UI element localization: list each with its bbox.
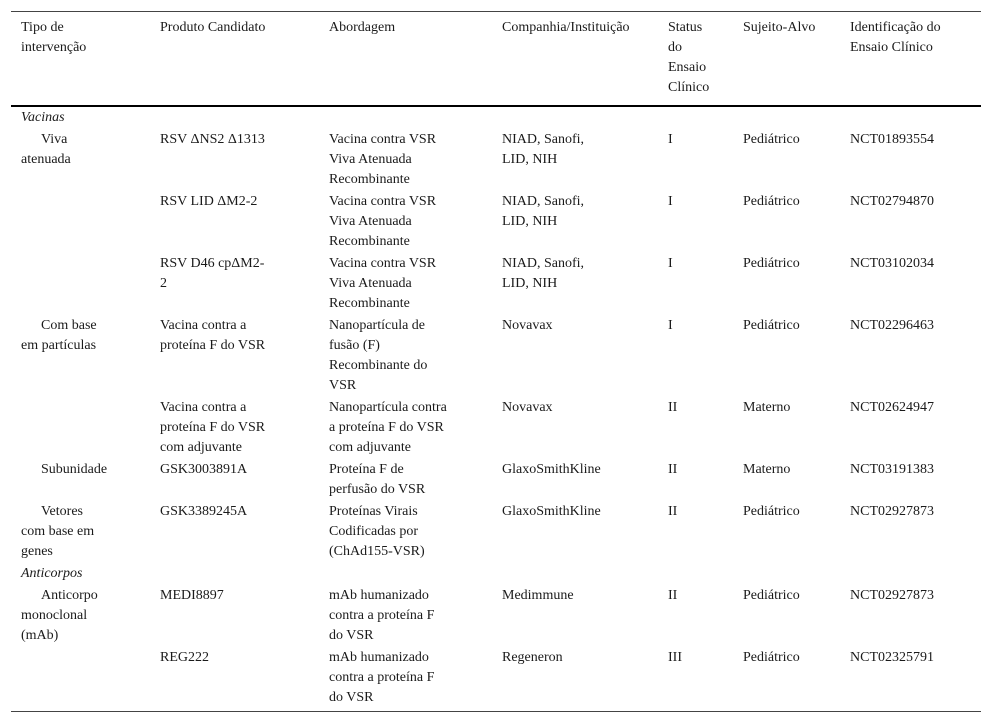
cell-intervention-type-text: Vetores com base em genes: [21, 504, 95, 559]
cell-approach-text: Vacina contra VSR Viva Atenuada Recombinante: [329, 256, 437, 311]
cell-status-text: III: [668, 650, 682, 665]
cell-status-text: I: [668, 194, 673, 209]
cell-trial-id: [840, 253, 981, 315]
section-title: Vacinas: [21, 110, 65, 125]
cell-status: [658, 501, 733, 563]
table-row: [11, 459, 981, 501]
cell-status: [658, 191, 733, 253]
cell-intervention-type: [11, 647, 150, 712]
cell-company: [492, 315, 658, 397]
cell-approach-text: Vacina contra VSR Viva Atenuada Recombinante: [329, 132, 437, 187]
cell-status: [658, 397, 733, 459]
section-row: [11, 106, 981, 129]
cell-company: [492, 501, 658, 563]
cell-trial-id: [840, 459, 981, 501]
cell-intervention-type: [11, 129, 150, 191]
cell-company: [492, 397, 658, 459]
cell-company-text: Novavax: [502, 318, 553, 333]
cell-company-text: NIAD, Sanofi, LID, NIH: [502, 256, 585, 291]
cell-product: [150, 459, 319, 501]
cell-product-text: Vacina contra a proteína F do VSR com adjuvante: [160, 400, 266, 455]
cell-trial-id-text: NCT03191383: [850, 462, 934, 477]
cell-product-text: Vacina contra a proteína F do VSR: [160, 318, 266, 353]
cell-trial-id-text: NCT02927873: [850, 588, 934, 603]
cell-intervention-type: [11, 501, 150, 563]
cell-approach-text: Proteínas Virais Codificadas por (ChAd155-VSR): [329, 504, 425, 559]
cell-subject: [733, 253, 840, 315]
cell-status: [658, 585, 733, 647]
cell-approach: [319, 397, 492, 459]
cell-approach: [319, 647, 492, 712]
header-product: Produto Candidato: [150, 12, 319, 107]
cell-subject: [733, 459, 840, 501]
cell-intervention-type: [11, 459, 150, 501]
cell-product: [150, 501, 319, 563]
cell-status-text: II: [668, 462, 678, 477]
cell-intervention-type: [11, 397, 150, 459]
cell-trial-id: [840, 397, 981, 459]
cell-trial-id-text: NCT01893554: [850, 132, 934, 147]
cell-status-text: II: [668, 504, 678, 519]
cell-status-text: I: [668, 256, 673, 271]
cell-status-text: I: [668, 132, 673, 147]
cell-approach-text: Proteína F de perfusão do VSR: [329, 462, 426, 497]
cell-intervention-type: [11, 585, 150, 647]
cell-approach: [319, 585, 492, 647]
cell-product: [150, 191, 319, 253]
cell-company-text: GlaxoSmithKline: [502, 504, 601, 519]
cell-status: [658, 459, 733, 501]
cell-company: [492, 459, 658, 501]
cell-company: [492, 585, 658, 647]
cell-product: [150, 585, 319, 647]
cell-trial-id: [840, 315, 981, 397]
header-status: Status do Ensaio Clínico: [658, 12, 733, 107]
cell-subject-text: Pediátrico: [743, 256, 800, 271]
cell-trial-id: [840, 585, 981, 647]
cell-approach-text: mAb humanizado contra a proteína F do VSR: [329, 650, 435, 705]
header-trial-id: Identificação do Ensaio Clínico: [840, 12, 981, 107]
cell-trial-id-text: NCT02624947: [850, 400, 934, 415]
cell-company-text: Regeneron: [502, 650, 563, 665]
cell-product-text: GSK3003891A: [160, 462, 248, 477]
cell-product: [150, 315, 319, 397]
table-row: [11, 647, 981, 712]
cell-product-text: MEDI8897: [160, 588, 224, 603]
cell-company-text: Novavax: [502, 400, 553, 415]
cell-product-text: REG222: [160, 650, 209, 665]
table-body: [11, 106, 981, 712]
cell-trial-id-text: NCT02794870: [850, 194, 934, 209]
cell-intervention-type-text: Viva atenuada: [21, 132, 71, 167]
header-row: [11, 12, 981, 107]
cell-approach: [319, 501, 492, 563]
cell-subject-text: Pediátrico: [743, 194, 800, 209]
cell-product-text: RSV D46 cpΔM2- 2: [160, 256, 265, 291]
cell-approach: [319, 191, 492, 253]
header-subject: Sujeito-Alvo: [733, 12, 840, 107]
cell-company-text: NIAD, Sanofi, LID, NIH: [502, 194, 585, 229]
cell-product-text: GSK3389245A: [160, 504, 248, 519]
cell-subject-text: Pediátrico: [743, 504, 800, 519]
cell-intervention-type-text: Subunidade: [41, 462, 108, 477]
table-row: [11, 397, 981, 459]
cell-trial-id-text: NCT02325791: [850, 650, 934, 665]
cell-trial-id: [840, 647, 981, 712]
cell-subject-text: Pediátrico: [743, 588, 800, 603]
cell-product: [150, 397, 319, 459]
cell-subject: [733, 647, 840, 712]
cell-approach: [319, 459, 492, 501]
cell-intervention-type: [11, 315, 150, 397]
table-row: [11, 315, 981, 397]
cell-subject-text: Pediátrico: [743, 650, 800, 665]
cell-status-text: II: [668, 400, 678, 415]
cell-status-text: II: [668, 588, 678, 603]
cell-approach-text: Nanopartícula contra a proteína F do VSR com adjuvante: [329, 400, 447, 455]
cell-approach: [319, 129, 492, 191]
cell-status: [658, 129, 733, 191]
cell-subject: [733, 315, 840, 397]
cell-approach-text: Nanopartícula de fusão (F) Recombinante do VSR: [329, 318, 428, 393]
cell-intervention-type: [11, 253, 150, 315]
cell-company: [492, 191, 658, 253]
cell-status: [658, 253, 733, 315]
section-title: Anticorpos: [21, 566, 83, 581]
header-company: Companhia/Instituição: [492, 12, 658, 107]
cell-approach: [319, 315, 492, 397]
cell-product-text: RSV LID ΔM2-2: [160, 194, 258, 209]
cell-subject: [733, 397, 840, 459]
cell-intervention-type-text: Anticorpo monoclonal (mAb): [21, 588, 98, 643]
cell-subject-text: Materno: [743, 462, 791, 477]
cell-trial-id-text: NCT02927873: [850, 504, 934, 519]
clinical-trials-table: [11, 11, 981, 712]
cell-company: [492, 647, 658, 712]
cell-product: [150, 647, 319, 712]
table-row: [11, 129, 981, 191]
cell-trial-id: [840, 191, 981, 253]
table-row: [11, 191, 981, 253]
cell-product: [150, 129, 319, 191]
cell-trial-id: [840, 501, 981, 563]
cell-approach: [319, 253, 492, 315]
cell-approach-text: Vacina contra VSR Viva Atenuada Recombinante: [329, 194, 437, 249]
cell-subject: [733, 129, 840, 191]
cell-subject-text: Pediátrico: [743, 318, 800, 333]
cell-status: [658, 647, 733, 712]
cell-intervention-type: [11, 191, 150, 253]
cell-intervention-type-text: Com base em partículas: [21, 318, 97, 353]
cell-subject: [733, 191, 840, 253]
cell-product: [150, 253, 319, 315]
cell-status: [658, 315, 733, 397]
cell-subject-text: Pediátrico: [743, 132, 800, 147]
section-row: [11, 563, 981, 585]
cell-company-text: Medimmune: [502, 588, 574, 603]
cell-company: [492, 129, 658, 191]
header-approach: Abordagem: [319, 12, 492, 107]
cell-trial-id: [840, 129, 981, 191]
table-row: [11, 253, 981, 315]
cell-product-text: RSV ΔNS2 Δ1313: [160, 132, 265, 147]
cell-status-text: I: [668, 318, 673, 333]
cell-subject-text: Materno: [743, 400, 791, 415]
cell-trial-id-text: NCT02296463: [850, 318, 934, 333]
table-row: [11, 501, 981, 563]
header-intervention-type: Tipo de intervenção: [11, 12, 150, 107]
cell-approach-text: mAb humanizado contra a proteína F do VSR: [329, 588, 435, 643]
cell-company: [492, 253, 658, 315]
cell-subject: [733, 585, 840, 647]
table-row: [11, 585, 981, 647]
cell-subject: [733, 501, 840, 563]
cell-company-text: NIAD, Sanofi, LID, NIH: [502, 132, 585, 167]
cell-trial-id-text: NCT03102034: [850, 256, 934, 271]
cell-company-text: GlaxoSmithKline: [502, 462, 601, 477]
